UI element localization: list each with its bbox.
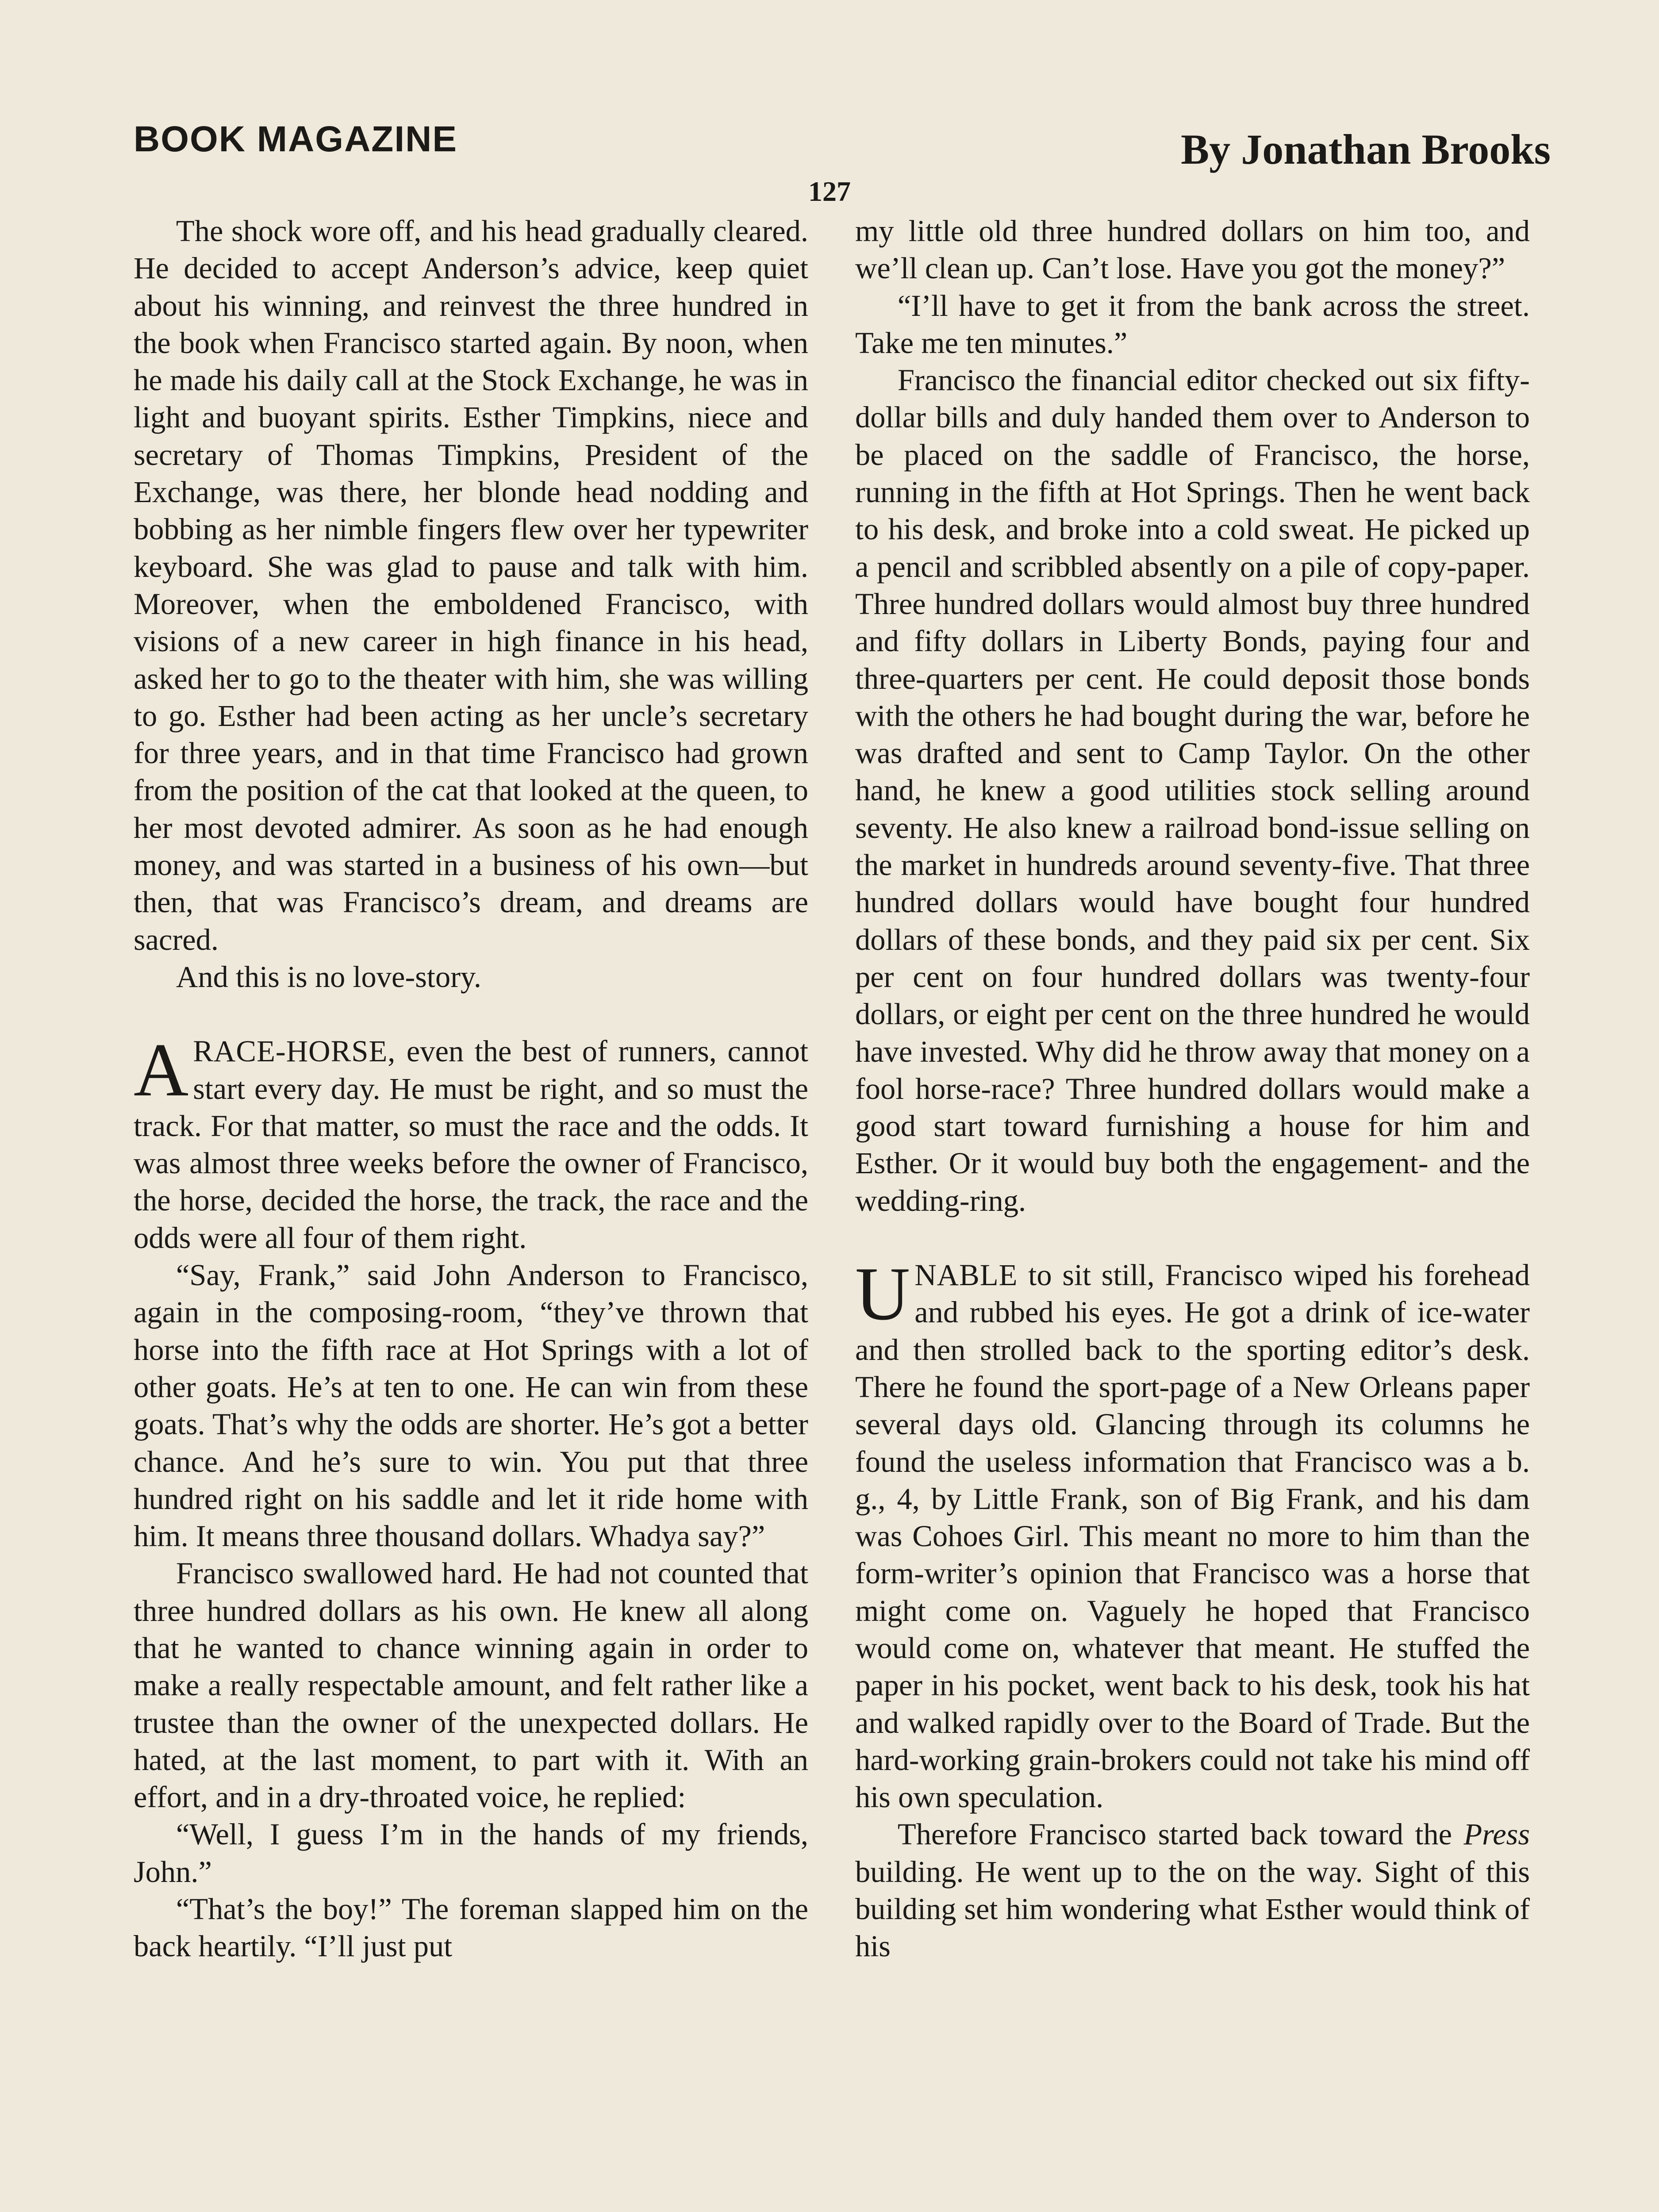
left-column bbox=[134, 212, 808, 1965]
paragraph-text: building. He went up to the on the way. Sight of this building set him wondering what Esther would think of his bbox=[855, 1855, 1530, 1963]
drop-cap: A bbox=[134, 1028, 189, 1113]
small-caps-lead: RACE-HORSE, bbox=[193, 1034, 396, 1068]
paragraph: Francisco the financial editor checked out six fifty-dollar bills and duly handed them over to Anderson to be placed on the saddle of Francisco, the horse, running in the fifth at Hot Springs. Then he went back to his desk, and broke into a cold sweat. He picked up a pencil and scribbled absently on a pile of copy-paper. Three hundred dollars would almost buy three hundred and fifty dollars in Liberty Bonds, paying four and three-quarters per cent. He could deposit those bonds with the others he had bought during the war, before he was drafted and sent to Camp Taylor. On the other hand, he knew a good utilities stock selling around seventy. He also knew a railroad bond-issue selling on the market in hundreds around seventy-five. That three hundred dollars would have bought four hundred dollars of these bonds, and they paid six per cent. Six per cent on four hundred dollars was twenty-four dollars, or eight per cent on the three hundred he would have invested. Why did he throw away that money on a fool horse-race? Three hundred dollars would make a good start toward furnishing a house for him and Esther. Or it would buy both the engagement- and the wedding-ring. bbox=[855, 363, 1530, 1217]
paragraph: “Say, Frank,” said John Anderson to Francisco, again in the composing-room, “they’ve thrown that horse into the fifth race at Hot Springs with a lot of other goats. He’s at ten to one. He can win from these goats. That’s why the odds are shorter. He’s got a better chance. And he’s sure to win. You put that three hundred right on his saddle and let it ride home with him. It means three thousand dollars. Whadya say?” bbox=[134, 1258, 808, 1553]
paragraph bbox=[855, 1816, 1530, 1965]
paragraph: “I’ll have to get it from the bank across the street. Take me ten minutes.” bbox=[855, 288, 1530, 360]
paragraph: The shock wore off, and his head gradually cleared. He decided to accept Anderson’s advice, keep quiet about his winning, and reinvest the three hundred in the book when Francisco started again. By noon, when he made his daily call at the Stock Exchange, he was in light and buoyant spirits. Esther Timpkins, niece and secretary of Thomas Timpkins, President of the Exchange, was there, her blonde head nodding and bobbing as her nimble fingers flew over her typewriter keyboard. She was glad to pause and talk with him. Moreover, when the emboldened Francisco, with visions of a new career in high finance in his head, asked her to go to the theater with him, she was willing to go. Esther had been acting as her uncle’s secretary for three years, and in that time Francisco had grown from the position of the cat that looked at the queen, to her most devoted admirer. As soon as he had enough money, and was started in a business of his own—but then, that was Francisco’s dream, and dreams are sacred. bbox=[134, 214, 808, 956]
author-byline: By Jonathan Brooks bbox=[1181, 126, 1551, 173]
right-column bbox=[855, 212, 1530, 1965]
magazine-title: BOOK MAGAZINE bbox=[134, 119, 458, 159]
drop-cap: U bbox=[855, 1252, 910, 1336]
page-number: 127 bbox=[808, 176, 851, 207]
paragraph-text: even the best of runners, cannot start every day. He must be right, and so must the track. For that matter, so must the race and the odds. It was almost three weeks before the owner of Francisco, the horse, decided the horse, the track, the race and the odds were all four of them right. bbox=[134, 1034, 808, 1255]
italic-text: Press bbox=[1463, 1817, 1530, 1851]
paragraph: “That’s the boy!” The foreman slapped him on the back heartily. “I’ll just put bbox=[134, 1892, 808, 1963]
paragraph: And this is no love-story. bbox=[176, 960, 481, 994]
paragraph: “Well, I guess I’m in the hands of my friends, John.” bbox=[134, 1817, 808, 1889]
small-caps-lead: NABLE bbox=[914, 1258, 1018, 1292]
section-start-paragraph bbox=[134, 1028, 808, 1256]
paragraph-text: to sit still, Francisco wiped his forehead and rubbed his eyes. He got a drink of ice-water and then strolled back to the sporting editor’s desk. There he found the sport-page of a New Orleans paper several days old. Glancing through its columns he found the useless information that Francisco was a b. g., 4, by Little Frank, son of Big Frank, and his dam was Cohoes Girl. This meant no more to him than the form-writer’s opinion that Francisco was a horse that might come on. Vaguely he hoped that Francisco would come on, whatever that meant. He stuffed the paper in his pocket, went back to his desk, took his hat and walked rapidly over to the Board of Trade. But the hard-working grain-brokers could not take his mind off his own speculation. bbox=[855, 1258, 1530, 1814]
paragraph: Francisco swallowed hard. He had not counted that three hundred dollars as his own. He knew all along that he wanted to chance winning again in order to make a really respectable amount, and felt rather like a trustee than the owner of the unexpected dollars. He hated, at the last moment, to part with it. With an effort, and in a dry-throated voice, he replied: bbox=[134, 1556, 808, 1814]
paragraph: my little old three hundred dollars on him too, and we’ll clean up. Can’t lose. Have you got the money?” bbox=[855, 214, 1530, 285]
section-start-paragraph bbox=[855, 1252, 1530, 1816]
paragraph-text: Therefore Francisco started back toward the bbox=[897, 1817, 1464, 1851]
